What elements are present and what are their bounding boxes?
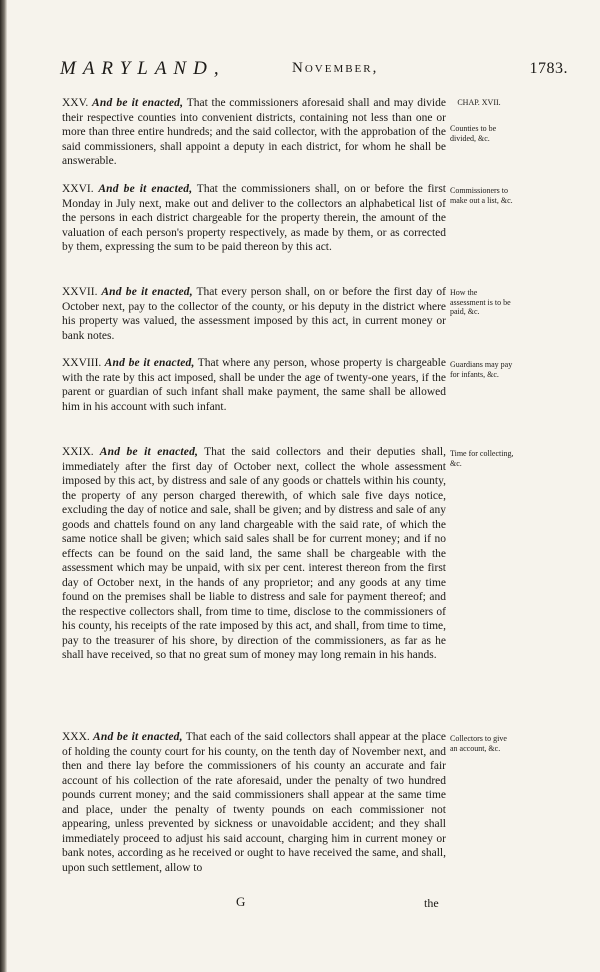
enacting-phrase: And be it enacted, bbox=[104, 357, 195, 369]
binding-gutter bbox=[0, 0, 7, 972]
margin-note: Collectors to give an account, &c. bbox=[450, 734, 507, 753]
section-text: That the commissioners shall, on or before the first Monday in July next, make out and deliver to the collectors an alphabetical list of the persons in each district chargeable for the property therein, the amount of the valuation of each person's property respectively, as made by them, or as corrected by them, expressing the sum to be paid thereon by this act. bbox=[62, 183, 447, 253]
section-xxviii bbox=[62, 356, 446, 414]
section-number: XXVII. bbox=[62, 286, 98, 298]
margin-note: Time for collecting, &c. bbox=[450, 449, 514, 468]
section-xxvii bbox=[62, 285, 446, 343]
enacting-phrase: And be it enacted, bbox=[101, 286, 193, 298]
section-xxx bbox=[62, 730, 446, 875]
section-text: That each of the said collectors shall appear at the place of holding the county court for his county, on the tenth day of November next, and then and there lay before the commissioners of his county an accurate and fair account of his collection of the rate aforesaid, under the penalty of two hundred pounds current money; and the said commissioners shall appear at the same time and place, under the penalty of twenty pounds on each commissioner not appearing, unless prevented by sickness or unavoidable accident; and they shall immediately proceed to adjust his said account, charging him in current money or bank notes, according as he received or ought to have received the same, and shall, upon such settlement, allow to bbox=[62, 731, 446, 874]
signature-mark: G bbox=[236, 894, 246, 909]
margin-note: Guardians may pay for infants, &c. bbox=[450, 360, 513, 379]
section-text: That the commissioners aforesaid shall and may divide their respective counties into convenient districts, containing not less than one or more than three entire hundreds; and the said collector, with the approbation of the said commissioners, shall appoint a deputy in each district, for whom he shall be answerable. bbox=[62, 97, 446, 167]
margin-note: Commissioners to make out a list, &c. bbox=[450, 186, 513, 205]
section-xxv bbox=[62, 96, 446, 169]
section-xxvi bbox=[62, 182, 446, 255]
section-text: That the said collectors and their deputies shall, immediately after the first day of October next, collect the whole assessment imposed by this act, by distress and sale of any goods or chattels within his county, the property of any person charged therewith, of which sale five days notice, excluding the day of notice and sale, shall be given; and by distress and sale of any goods and chattels found on any land chargeable with the said rate, of which the same notice shall be given; which said sales shall be for current money; and if no effects can be found on the said land, the same shall be chargeable with the assessment which may be unpaid, with six per cent. interest thereon from the first day of October next, in the hands of any proprietor; and any goods at any time found on the premises shall be liable to distress and sale for payment thereof; and the respective collectors shall, from time to time, disclose to the commissioners of his county, his receipts of the rate imposed by this act, and shall, from time to time, pay to the treasurer of his shore, by direction of the commissioners, as far as he shall have received, so that no great sum of money may long remain in his hands. bbox=[62, 446, 446, 661]
section-text: That where any person, whose property is chargeable with the rate by this act imposed, shall be under the age of twenty-one years, if the parent or guardian of such infant shall make payment, the same shall be allowed him in his account with such infant. bbox=[62, 357, 446, 413]
enacting-phrase: And be it enacted, bbox=[98, 183, 193, 195]
header-title: MARYLAND, bbox=[60, 58, 226, 79]
running-header bbox=[60, 58, 570, 86]
section-xxix bbox=[62, 445, 446, 663]
enacting-phrase: And be it enacted, bbox=[93, 731, 183, 743]
section-number: XXVI. bbox=[62, 183, 94, 195]
catchword: the bbox=[424, 896, 439, 910]
margin-note: Counties to be divided, &c. bbox=[450, 124, 497, 143]
margin-note: How the assessment is to be paid, &c. bbox=[450, 288, 511, 316]
enacting-phrase: And be it enacted, bbox=[92, 97, 184, 109]
section-number: XXVIII. bbox=[62, 357, 102, 369]
section-number: XXIX. bbox=[62, 446, 94, 458]
section-number: XXX. bbox=[62, 731, 90, 743]
header-month: November, bbox=[292, 60, 379, 76]
header-year: 1783. bbox=[529, 60, 568, 77]
section-number: XXV. bbox=[62, 97, 89, 109]
enacting-phrase: And be it enacted, bbox=[99, 446, 199, 458]
section-text: That every person shall, on or before the first day of October next, pay to the collector of the county, or his deputy in the district where his property was valued, the assessment imposed by this act, in current money or bank notes. bbox=[62, 286, 446, 342]
margin-note-chap: CHAP. XVII. bbox=[457, 98, 501, 107]
